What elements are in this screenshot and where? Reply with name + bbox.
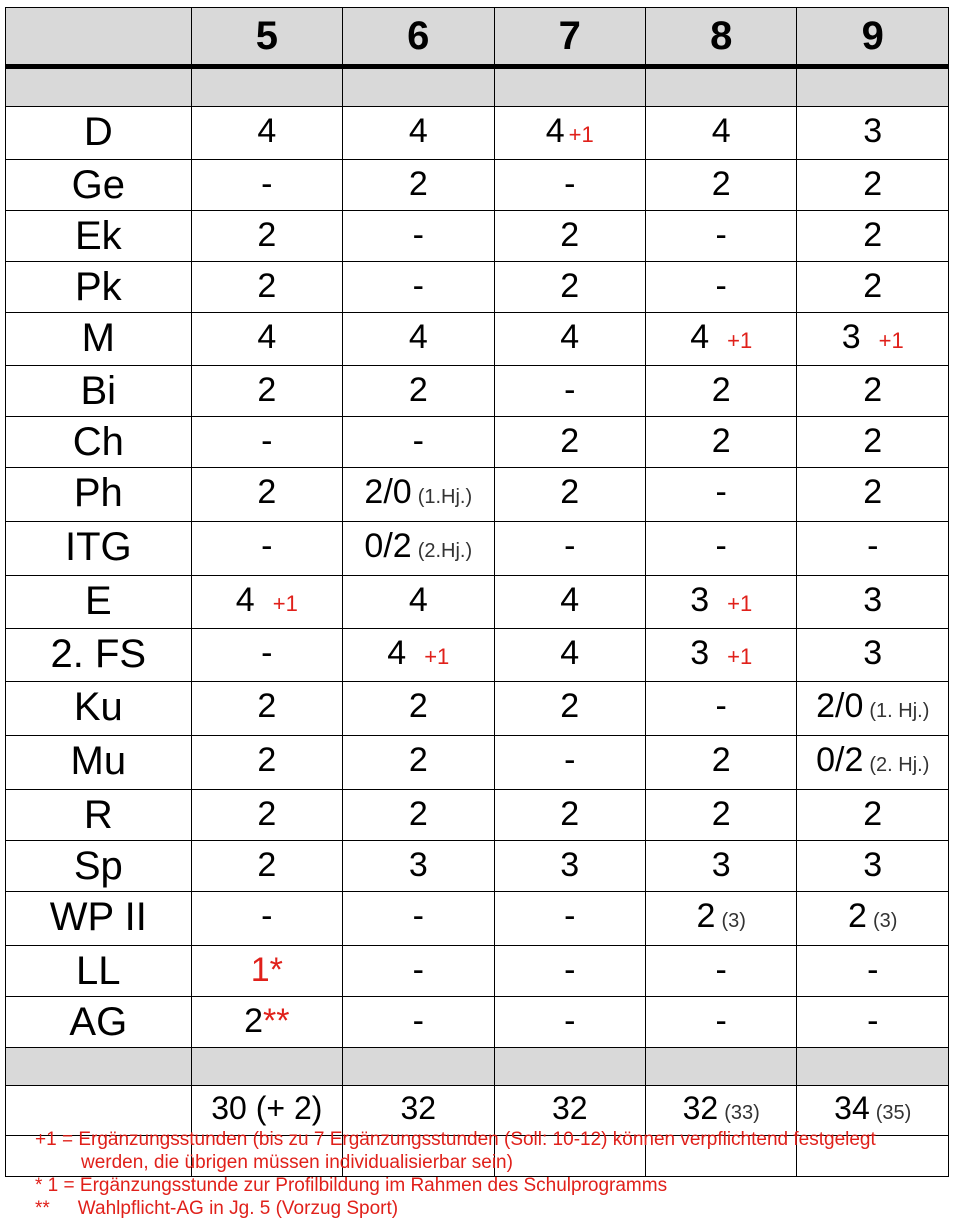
hours-value: 3 [690, 581, 710, 619]
hours-cell-9 [797, 262, 949, 313]
hours-value: 3 [408, 846, 428, 884]
hours-value: - [715, 216, 727, 254]
spacer-cell [6, 67, 192, 107]
hours-cell-7 [494, 107, 645, 160]
hours-cell-6 [343, 790, 494, 841]
grade-9-header: 9 [797, 8, 949, 67]
hours-cell-8 [645, 366, 796, 417]
grade-5-header: 5 [191, 8, 342, 67]
subject-row [6, 211, 949, 262]
hours-value: 2 [257, 267, 277, 305]
hours-cell-8 [645, 262, 796, 313]
hours-value: - [564, 951, 576, 989]
hours-cell-9 [797, 682, 949, 736]
spacer-cell [645, 67, 796, 107]
hours-cell-7 [494, 522, 645, 576]
hours-cell-5 [191, 790, 342, 841]
hours-value: 3 [560, 846, 580, 884]
hours-value: 2 [560, 216, 580, 254]
grey-spacer-row-bottom [6, 1048, 949, 1086]
hours-cell-5 [191, 576, 342, 629]
hours-value: - [564, 371, 576, 409]
hours-value: 2 [863, 216, 883, 254]
hours-value: - [867, 527, 879, 565]
hours-cell-5 [191, 366, 342, 417]
header-row [6, 8, 949, 67]
hours-value: - [412, 422, 424, 460]
total-note: (33) [724, 1102, 760, 1124]
hours-cell-5 [191, 313, 342, 366]
spacer-cell [797, 67, 949, 107]
hours-cell-9 [797, 468, 949, 522]
hours-cell-8 [645, 576, 796, 629]
subject-name-cell: R [6, 790, 192, 841]
spacer-cell [6, 1048, 192, 1086]
hours-cell-6 [343, 892, 494, 946]
hours-cell-5 [191, 946, 342, 997]
hours-cell-5 [191, 997, 342, 1048]
hours-value: 2 [711, 422, 731, 460]
spacer-cell [797, 1048, 949, 1086]
hours-value: 2 [257, 216, 277, 254]
hours-cell-9 [797, 997, 949, 1048]
spacer-cell [494, 1048, 645, 1086]
hours-value: - [261, 634, 273, 672]
curriculum-table [5, 7, 949, 1177]
hours-cell-9 [797, 211, 949, 262]
spacer-cell [191, 1048, 342, 1086]
subject-row [6, 468, 949, 522]
hours-value: - [715, 1002, 727, 1040]
footnote-marker: ** [263, 1002, 290, 1040]
hours-value: 4 [408, 581, 428, 619]
hours-value: 2 [863, 165, 883, 203]
hours-cell-5 [191, 262, 342, 313]
subject-name-cell: Ch [6, 417, 192, 468]
hours-cell-7 [494, 576, 645, 629]
subject-row [6, 790, 949, 841]
subject-name-cell: LL [6, 946, 192, 997]
hours-cell-5 [191, 682, 342, 736]
subject-name-cell: Mu [6, 736, 192, 790]
hours-value: 4 [387, 634, 407, 672]
hours-value: - [867, 951, 879, 989]
hours-cell-7 [494, 790, 645, 841]
subject-name-cell: ITG [6, 522, 192, 576]
total-value: 32 [551, 1090, 588, 1126]
subject-row [6, 682, 949, 736]
hours-cell-9 [797, 946, 949, 997]
hours-cell-9 [797, 841, 949, 892]
hours-cell-9 [797, 892, 949, 946]
hours-value: 2 [560, 267, 580, 305]
hours-cell-9 [797, 736, 949, 790]
supplementary-hours: +1 [568, 122, 594, 147]
hours-value: 3 [863, 846, 883, 884]
subject-name-cell: AG [6, 997, 192, 1048]
hours-value: - [412, 216, 424, 254]
hours-value: 0/2 [364, 527, 412, 565]
header-corner-cell [6, 8, 192, 67]
subject-row [6, 629, 949, 682]
hours-cell-9 [797, 160, 949, 211]
hours-value: - [564, 527, 576, 565]
supplementary-hours: +1 [727, 591, 753, 616]
hours-value: - [715, 267, 727, 305]
hours-value: 2 [863, 267, 883, 305]
hours-cell-6 [343, 211, 494, 262]
hours-value: 3 [690, 634, 710, 672]
supplementary-hours: +1 [878, 328, 904, 353]
footnote-1-continued: werden, die übrigen müssen individualisierbar sein) [81, 1152, 513, 1173]
subject-row [6, 107, 949, 160]
footnote-3 [35, 1197, 876, 1220]
hours-note: (1.Hj.) [417, 486, 473, 508]
hours-cell-6 [343, 468, 494, 522]
hours-value: - [564, 897, 576, 935]
hours-value: 2 [560, 422, 580, 460]
hours-value: - [261, 527, 273, 565]
hours-value: 2 [560, 795, 580, 833]
supplementary-hours: +1 [424, 644, 450, 669]
supplementary-hours: +1 [727, 328, 753, 353]
total-value: 32 [682, 1090, 719, 1126]
subject-name-cell: 2. FS [6, 629, 192, 682]
hours-value: 2 [408, 741, 428, 779]
hours-cell-6 [343, 366, 494, 417]
hours-cell-5 [191, 629, 342, 682]
hours-cell-8 [645, 997, 796, 1048]
hours-value: 4 [257, 112, 277, 150]
hours-cell-8 [645, 107, 796, 160]
hours-cell-8 [645, 211, 796, 262]
hours-value: 2/0 [364, 473, 412, 511]
hours-value: 3 [863, 634, 883, 672]
hours-value: - [715, 951, 727, 989]
hours-note: (3) [872, 910, 898, 932]
subject-name-cell: Ge [6, 160, 192, 211]
hours-value: 2 [863, 371, 883, 409]
hours-value: - [412, 897, 424, 935]
subject-row [6, 736, 949, 790]
hours-value: 3 [863, 112, 883, 150]
subject-name-cell: Ku [6, 682, 192, 736]
hours-cell-9 [797, 107, 949, 160]
hours-cell-6 [343, 417, 494, 468]
subject-name-cell: Bi [6, 366, 192, 417]
hours-value: 2 [848, 897, 867, 935]
hours-cell-8 [645, 629, 796, 682]
hours-cell-8 [645, 892, 796, 946]
hours-value: - [715, 687, 727, 725]
hours-value: 4 [560, 318, 580, 356]
hours-value: 2 [257, 687, 277, 725]
hours-value: 2/0 [816, 687, 864, 725]
hours-cell-9 [797, 576, 949, 629]
hours-cell-7 [494, 629, 645, 682]
hours-value: 2 [711, 741, 731, 779]
hours-cell-9 [797, 629, 949, 682]
hours-cell-5 [191, 107, 342, 160]
hours-value: - [412, 1002, 424, 1040]
total-value: 32 [400, 1090, 437, 1126]
hours-value: 3 [711, 846, 731, 884]
hours-value: 4 [690, 318, 710, 356]
hours-value: 2 [711, 371, 731, 409]
subject-row [6, 946, 949, 997]
spacer-cell [191, 67, 342, 107]
hours-cell-8 [645, 522, 796, 576]
spacer-cell [645, 1048, 796, 1086]
hours-value: - [564, 741, 576, 779]
hours-value: 3 [841, 318, 861, 356]
hours-value: 2 [408, 165, 428, 203]
hours-cell-9 [797, 313, 949, 366]
hours-cell-8 [645, 841, 796, 892]
total-value: 34 [834, 1090, 870, 1126]
hours-cell-8 [645, 313, 796, 366]
hours-value: - [715, 527, 727, 565]
subject-name-cell: Pk [6, 262, 192, 313]
hours-value: - [867, 1002, 879, 1040]
hours-cell-6 [343, 262, 494, 313]
grey-spacer-row-top [6, 67, 949, 107]
subject-row [6, 160, 949, 211]
hours-cell-8 [645, 736, 796, 790]
hours-value: - [564, 1002, 576, 1040]
spacer-cell [343, 1048, 494, 1086]
hours-value: 4 [408, 318, 428, 356]
subject-name-cell: E [6, 576, 192, 629]
hours-cell-6 [343, 313, 494, 366]
hours-value: 4 [235, 581, 255, 619]
hours-cell-6 [343, 997, 494, 1048]
subject-row [6, 262, 949, 313]
subject-row [6, 997, 949, 1048]
hours-value: - [412, 951, 424, 989]
hours-cell-8 [645, 946, 796, 997]
hours-value: - [261, 165, 273, 203]
hours-value: 4 [711, 112, 731, 150]
grade-6-header: 6 [343, 8, 494, 67]
hours-cell-7 [494, 946, 645, 997]
hours-cell-9 [797, 417, 949, 468]
grade-8-header: 8 [645, 8, 796, 67]
hours-cell-6 [343, 841, 494, 892]
hours-cell-7 [494, 262, 645, 313]
footnote-1: +1 = Ergänzungsstunden (bis zu 7 Ergänzungsstunden (Soll: 10-12) können verpflichtend festgelegt [35, 1129, 876, 1150]
hours-cell-5 [191, 417, 342, 468]
total-note: (35) [875, 1102, 912, 1124]
spacer-cell [343, 67, 494, 107]
hours-value: 1* [250, 951, 283, 989]
hours-cell-8 [645, 468, 796, 522]
subject-row [6, 892, 949, 946]
hours-value: 4 [408, 112, 428, 150]
hours-value: 2 [408, 371, 428, 409]
hours-cell-7 [494, 468, 645, 522]
hours-value: 2 [863, 795, 883, 833]
subject-row [6, 576, 949, 629]
hours-cell-7 [494, 160, 645, 211]
hours-cell-8 [645, 682, 796, 736]
hours-value: 2 [711, 165, 731, 203]
hours-value: 2 [711, 795, 731, 833]
subject-name-cell: M [6, 313, 192, 366]
hours-value: 2 [257, 846, 277, 884]
hours-value: 4 [560, 581, 580, 619]
subject-name-cell: D [6, 107, 192, 160]
hours-cell-5 [191, 522, 342, 576]
hours-value: 2 [257, 473, 277, 511]
hours-cell-7 [494, 211, 645, 262]
hours-value: 2 [863, 422, 883, 460]
hours-value: - [261, 422, 273, 460]
subject-row [6, 417, 949, 468]
hours-note: (3) [721, 910, 746, 932]
hours-cell-6 [343, 682, 494, 736]
hours-cell-9 [797, 366, 949, 417]
subject-name-cell: Ek [6, 211, 192, 262]
hours-cell-5 [191, 468, 342, 522]
spacer-cell [494, 67, 645, 107]
subject-row [6, 522, 949, 576]
hours-cell-9 [797, 522, 949, 576]
hours-cell-5 [191, 160, 342, 211]
hours-value: 4 [545, 112, 565, 150]
hours-cell-7 [494, 736, 645, 790]
hours-cell-5 [191, 841, 342, 892]
hours-cell-5 [191, 211, 342, 262]
hours-cell-6 [343, 736, 494, 790]
hours-cell-7 [494, 366, 645, 417]
supplementary-hours: +1 [272, 591, 298, 616]
total-value: 30 (+ 2) [211, 1090, 323, 1126]
subject-name-cell: Sp [6, 841, 192, 892]
footnote-2: * 1 = Ergänzungsstunde zur Profilbildung im Rahmen des Schulprogramms [35, 1175, 668, 1196]
hours-cell-7 [494, 841, 645, 892]
hours-value: 2 [244, 1002, 264, 1040]
hours-cell-7 [494, 682, 645, 736]
hours-value: 3 [863, 581, 883, 619]
hours-cell-8 [645, 790, 796, 841]
hours-cell-6 [343, 160, 494, 211]
hours-value: 4 [560, 634, 580, 672]
hours-value: 2 [560, 473, 580, 511]
hours-value: - [715, 473, 727, 511]
subject-name-cell: Ph [6, 468, 192, 522]
hours-cell-5 [191, 892, 342, 946]
hours-cell-6 [343, 629, 494, 682]
hours-note: (2. Hj.) [869, 754, 930, 776]
grade-7-header: 7 [494, 8, 645, 67]
subject-row [6, 366, 949, 417]
hours-cell-6 [343, 107, 494, 160]
hours-cell-7 [494, 997, 645, 1048]
hours-value: - [564, 165, 576, 203]
hours-value: 2 [560, 687, 580, 725]
hours-value: 2 [408, 795, 428, 833]
hours-cell-5 [191, 736, 342, 790]
hours-cell-6 [343, 522, 494, 576]
hours-value: 2 [257, 741, 277, 779]
subject-row [6, 841, 949, 892]
hours-value: 0/2 [816, 741, 864, 779]
hours-cell-7 [494, 892, 645, 946]
supplementary-hours: +1 [727, 644, 753, 669]
hours-cell-7 [494, 313, 645, 366]
hours-cell-6 [343, 576, 494, 629]
subject-name-cell: WP II [6, 892, 192, 946]
hours-cell-9 [797, 790, 949, 841]
footnote-3-text: Wahlpflicht-AG in Jg. 5 (Vorzug Sport) [77, 1198, 399, 1219]
hours-cell-8 [645, 417, 796, 468]
hours-value: 2 [696, 897, 716, 935]
hours-note: (1. Hj.) [869, 700, 930, 722]
hours-cell-6 [343, 946, 494, 997]
hours-cell-7 [494, 417, 645, 468]
hours-value: 2 [863, 473, 883, 511]
hours-note: (2.Hj.) [417, 540, 473, 562]
hours-value: 2 [408, 687, 428, 725]
footnote-3-mark: ** [35, 1198, 50, 1219]
footnotes [35, 1128, 876, 1220]
hours-value: 2 [257, 371, 277, 409]
hours-value: - [412, 267, 424, 305]
subject-row [6, 313, 949, 366]
hours-cell-8 [645, 160, 796, 211]
hours-value: 2 [257, 795, 277, 833]
hours-value: - [261, 897, 273, 935]
hours-value: 4 [257, 318, 277, 356]
